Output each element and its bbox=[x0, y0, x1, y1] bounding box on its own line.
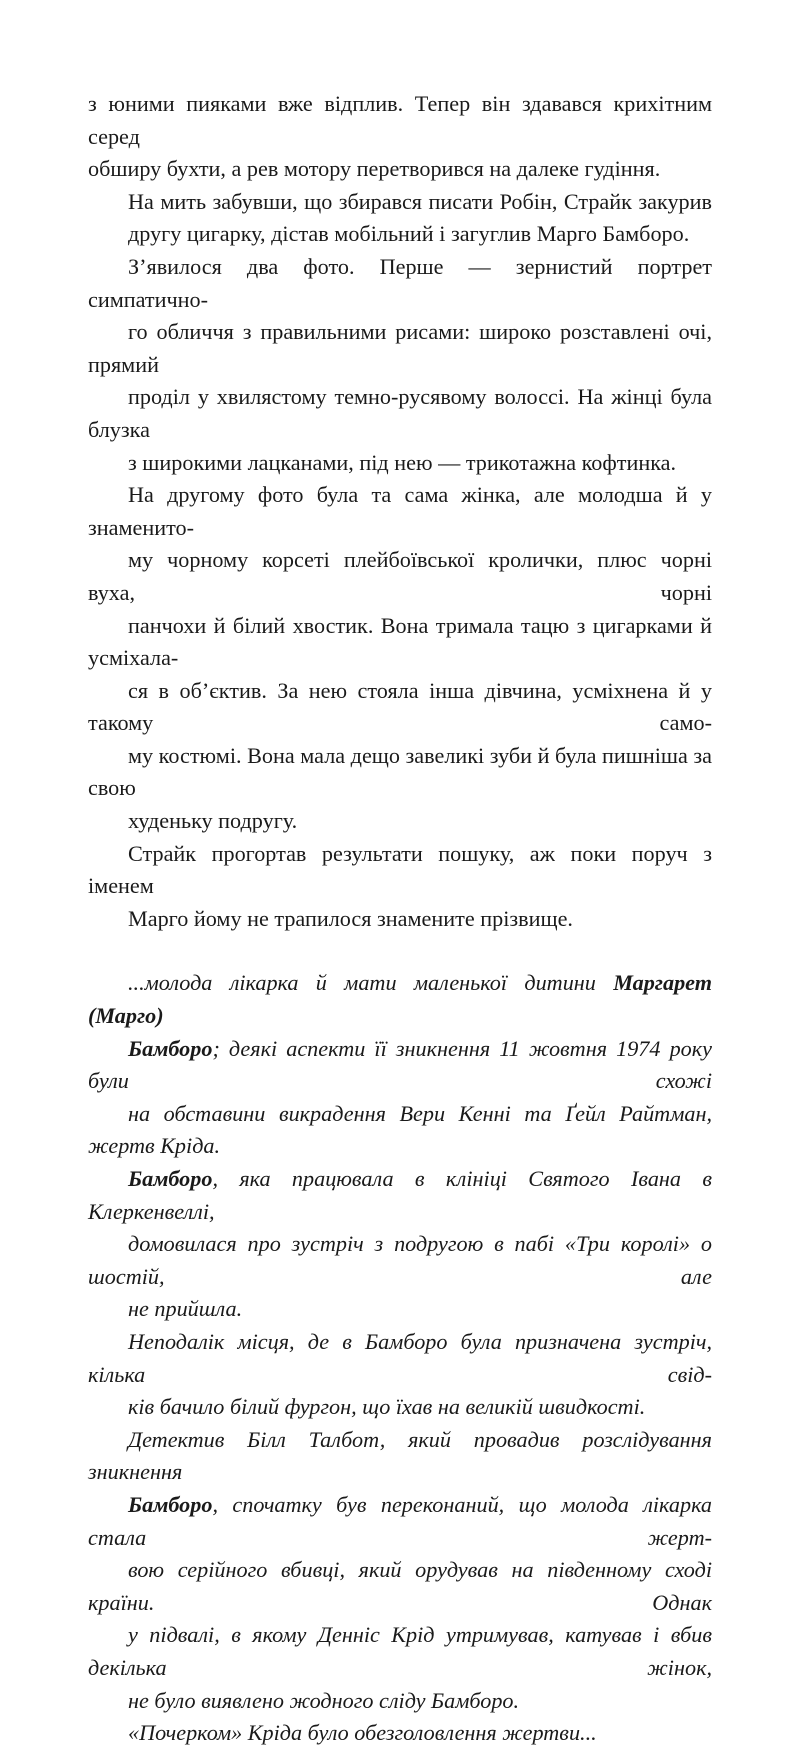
excerpt-text: домовилася про зустріч з подругою в пабі «Три королі» о шостій, але bbox=[88, 1231, 712, 1289]
paragraph-5 bbox=[88, 838, 712, 936]
excerpt-text: , яка працювала в клініці Святого Івана в Клеркенвеллі, bbox=[88, 1166, 712, 1224]
excerpt-bold-name: Бамборо bbox=[128, 1035, 213, 1061]
text-line: другу цигарку, дістав мобільний і загуглив Марго Бамборо. bbox=[128, 221, 690, 247]
excerpt-text: Детектив Білл Талбот, який провадив розслідування зникнення bbox=[88, 1426, 712, 1485]
excerpt-text: , спочатку був переконаний, що молода лікарка стала жерт- bbox=[88, 1491, 712, 1550]
text-line: му чорному корсеті плейбоївської кролички, плюс чорні вуха, чорні bbox=[88, 547, 712, 605]
excerpt-text: на обставини викрадення Вери Кенні та Ґейл Райтман, жертв Кріда. bbox=[88, 1100, 712, 1159]
excerpt-text: «Почерком» Кріда було обезголовлення жертви... bbox=[128, 1720, 597, 1746]
excerpt-text: у підвалі, в якому Денніс Крід утримував, катував і вбив декілька жінок, bbox=[88, 1622, 712, 1680]
text-line: З’явилося два фото. Перше — зернистий портрет симпатично- bbox=[88, 253, 712, 312]
excerpt-text: не прийшла. bbox=[128, 1296, 243, 1322]
paragraph-4 bbox=[88, 479, 712, 838]
book-page bbox=[88, 88, 712, 1750]
text-line: худеньку подругу. bbox=[128, 808, 298, 834]
text-line: з юними пияками вже відплив. Тепер він здавався крихітним серед bbox=[88, 91, 712, 149]
text-line: му костюмі. Вона мала дещо завеликі зуби й була пишніша за свою bbox=[88, 742, 712, 801]
text-line: Страйк прогортав результати пошуку, аж поки поруч з іменем bbox=[88, 840, 712, 899]
excerpt-paragraph-1 bbox=[88, 967, 712, 1163]
text-line: панчохи й білий хвостик. Вона тримала тацю з цигарками й усміхала- bbox=[88, 612, 712, 671]
excerpt-bold-name: Бамборо bbox=[128, 1166, 213, 1191]
text-line: го обличчя з правильними рисами: широко розставлені очі, прямий bbox=[88, 319, 712, 377]
text-line: проділ у хвилястому темно-русявому волоссі. На жінці була блузка bbox=[88, 384, 712, 442]
excerpt-text: ; деякі аспекти її зникнення 11 жовтня 1974 року були схожі bbox=[88, 1035, 712, 1094]
excerpt-bold-name: Бамборо bbox=[128, 1491, 213, 1517]
excerpt-paragraph-5 bbox=[88, 1717, 712, 1750]
excerpt-paragraph-4 bbox=[88, 1424, 712, 1717]
main-text bbox=[88, 88, 712, 935]
text-line: На мить забувши, що збирався писати Робін, Страйк закурив bbox=[128, 188, 712, 214]
excerpt-paragraph-3 bbox=[88, 1326, 712, 1424]
text-line: На другому фото була та сама жінка, але молодша й у знаменито- bbox=[88, 482, 712, 540]
excerpt-paragraph-2 bbox=[88, 1163, 712, 1326]
excerpt-text: Неподалік місця, де в Бамборо була призначена зустріч, кілька свід- bbox=[88, 1328, 712, 1387]
excerpt-text: не було виявлено жодного сліду Бамборо. bbox=[128, 1687, 520, 1713]
paragraph-2 bbox=[88, 186, 712, 251]
quoted-excerpt bbox=[88, 967, 712, 1749]
paragraph-3 bbox=[88, 251, 712, 479]
excerpt-text: ...молода лікарка й мати маленької дитини bbox=[128, 970, 614, 996]
excerpt-bold-name: Маргарет (Марго) bbox=[88, 970, 712, 1029]
text-line: ся в об’єктив. За нею стояла інша дівчина, усміхнена й у такому само- bbox=[88, 677, 712, 736]
text-line: Марго йому не трапилося знамените прізвище. bbox=[128, 905, 573, 931]
excerpt-text: ків бачило білий фургон, що їхав на великій швидкості. bbox=[128, 1394, 646, 1420]
paragraph-1 bbox=[88, 88, 712, 186]
text-line: з широкими лацканами, під нею — трикотажна кофтинка. bbox=[128, 449, 677, 475]
text-line: обширу бухти, а рев мотору перетворився на далеке гудіння. bbox=[88, 156, 661, 182]
excerpt-text: вою серійного вбивці, який орудував на південному сході країни. Однак bbox=[88, 1557, 712, 1615]
